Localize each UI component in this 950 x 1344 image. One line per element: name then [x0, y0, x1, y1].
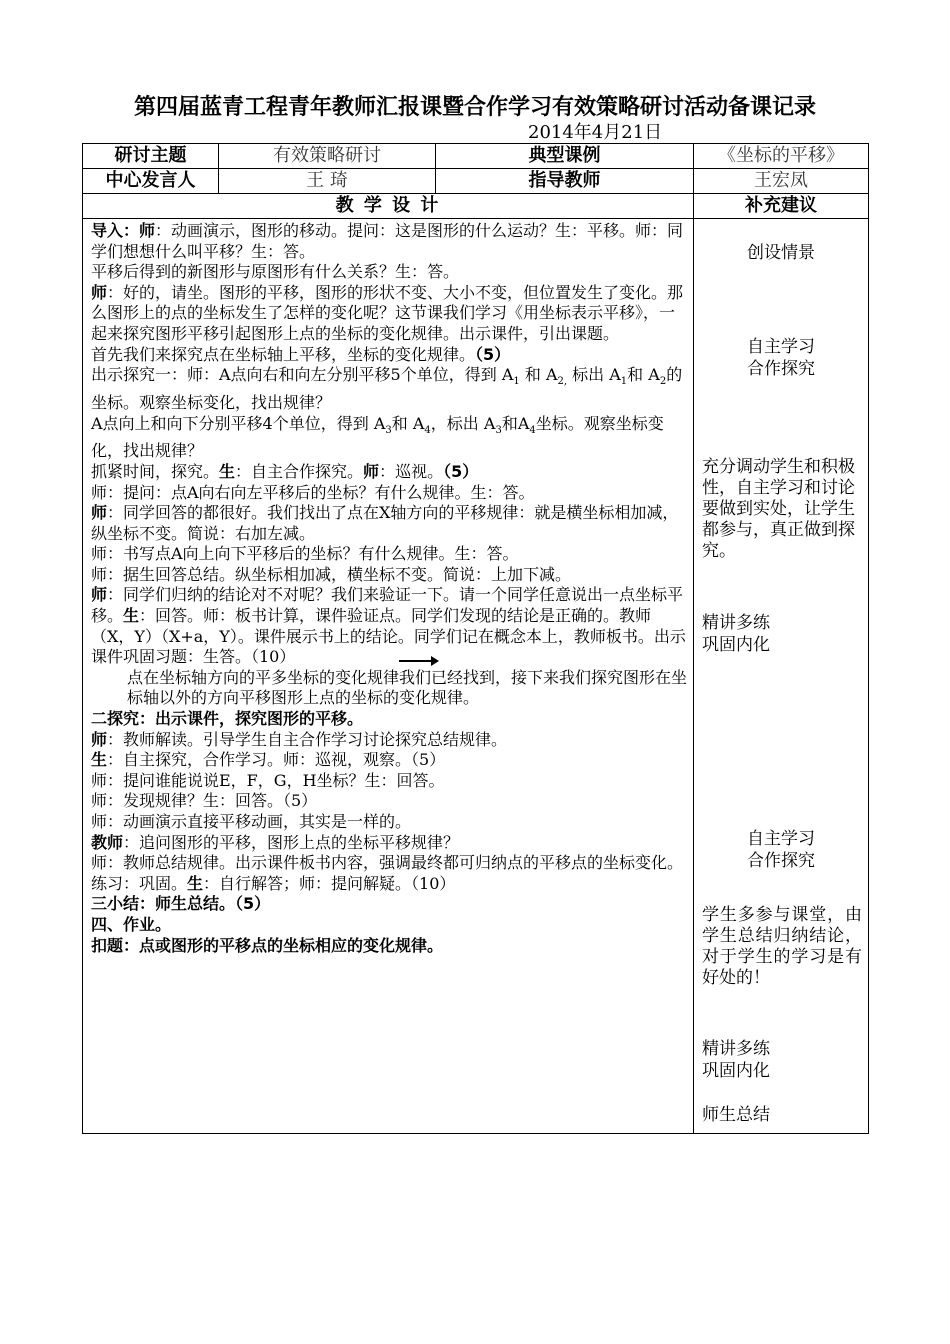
paragraph-summary-rule: 师：教师总结规律。出示课件板书内容，强调最终都可归纳点的平移点的坐标变化。	[91, 853, 684, 873]
teaching-design-content	[83, 219, 694, 1134]
info-row-topic	[83, 144, 869, 169]
section-explore-two: 二探究：出示课件，探究图形的平移。	[91, 709, 364, 729]
content-row	[83, 219, 869, 1134]
suggestion-column-header: 补充建议	[694, 194, 869, 219]
design-column-header: 教 学 设 计	[83, 194, 694, 219]
paragraph-teacher-1: 师：好的，请坐。图形的平移，图形的形状不变、大小不变，但位置发生了变化。那么图形上的点的坐标发生了怎样的变化呢？这节课我们学习《用坐标表示平移》，一起来探究图形平移引起图形上点的坐标的变化规律。出示课件，引出课题。	[91, 282, 684, 343]
suggestion-9: 学生多参与课堂，由学生总结归纳结论，对于学生的学习是有好处的！	[702, 905, 862, 988]
topic-label: 研讨主题	[83, 144, 219, 169]
lesson-record-table	[82, 143, 869, 1134]
mentor-value: 王宏凤	[694, 169, 869, 194]
paragraph-verify: 师：同学们归纳的结论对不对呢？我们来验证一下。请一个同学任意说出一点坐标平移。生：回答。师：板书计算，课件验证点。同学们发现的结论是正确的。教师（X，Y）（X+a，Y）。课件展示书上的结论。同学们记在概念本上，教师板书。出示课件巩固习题：生答。（10）	[91, 585, 686, 667]
paragraph-explore-time: 抓紧时间，探究。生：自主合作探究。师：巡视。（5）	[91, 461, 479, 481]
paragraph-follow-up: 教师：追问图形的平移，图形上点的坐标平移规律？	[91, 832, 460, 852]
suggestion-11: 巩固内化	[702, 1061, 770, 1081]
paragraph-rule-y: 师：据生回答总结。纵坐标相加减，横坐标不变。简说：上加下减。	[91, 564, 572, 584]
section-theme: 扣题：点或图形的平移点的坐标相应的变化规律。	[91, 935, 444, 955]
section-summary: 三小结：师生总结。（5）	[91, 894, 271, 914]
speaker-label: 中心发言人	[83, 169, 219, 194]
suggestions-content	[694, 219, 869, 1134]
paragraph-explore-axis: 首先我们来探究点在坐标轴上平移，坐标的变化规律。（5）	[91, 344, 511, 364]
suggestion-8: 合作探究	[747, 851, 815, 871]
suggestion-7: 自主学习	[747, 829, 815, 849]
lesson-label: 典型课例	[436, 144, 694, 169]
paragraph-question-ud: 师：书写点A向上向下平移后的坐标？有什么规律。生：答。	[91, 544, 519, 564]
document-title: 第四届蓝青工程青年教师汇报课暨合作学习有效策略研讨活动备课记录	[133, 95, 816, 120]
suggestion-5: 精讲多练	[702, 613, 770, 633]
suggestion-10: 精讲多练	[702, 1039, 770, 1059]
paragraph-relation: 平移后得到的新图形与原图形有什么关系？生：答。	[91, 262, 460, 282]
paragraph-intro: 导入：师：动画演示，图形的移动。提问：这是图形的什么运动？生：平移。师：同学们想想什么叫平移？生：答。	[91, 221, 684, 261]
suggestion-12: 师生总结	[702, 1105, 770, 1125]
paragraph-up-down: A点向上和向下分别平移4个单位，得到 $A_3$和 $A_4$，标出 $A_3$和$A_4$坐标。观察坐标变化，找出规律？	[91, 413, 664, 461]
suggestion-1: 创设情景	[747, 243, 815, 263]
paragraph-question-lr: 师：提问：点A向右向左平移后的坐标？有什么规律。生：答。	[91, 482, 535, 502]
suggestion-4: 充分调动学生和积极性，自主学习和讨论要做到实处，让学生都参与，真正做到探究。	[702, 457, 855, 561]
paragraph-find-rule: 师：发现规律？生：回答。（5）	[91, 791, 318, 811]
column-header-row	[83, 194, 869, 219]
mentor-label: 指导教师	[436, 169, 694, 194]
paragraph-teacher-guide: 师：教师解读。引导学生自主合作学习讨论探究总结规律。	[91, 729, 508, 749]
arrow-right-icon	[399, 660, 437, 662]
speaker-value: 王 琦	[219, 169, 436, 194]
paragraph-practice: 练习：巩固。生：自行解答；师：提问解疑。（10）	[91, 873, 456, 893]
document-date: 2014年4月21日	[528, 122, 663, 143]
paragraph-efgh: 师：提问谁能说说E，F，G，H坐标？生：回答。	[91, 770, 445, 790]
paragraph-animation: 师：动画演示直接平移动画，其实是一样的。	[91, 812, 412, 831]
section-homework: 四、作业。	[91, 914, 172, 934]
suggestion-2: 自主学习	[747, 337, 815, 357]
info-row-speaker	[83, 169, 869, 194]
lesson-value: 《坐标的平移》	[694, 144, 869, 169]
suggestion-6: 巩固内化	[702, 635, 770, 655]
topic-value: 有效策略研讨	[219, 144, 436, 169]
paragraph-transition: 点在坐标轴方向的平多坐标的变化规律我们已经找到，接下来我们探究图形在坐标轴以外的方向平移图形上点的坐标的变化规律。	[127, 667, 688, 708]
suggestion-3: 合作探究	[747, 359, 815, 379]
paragraph-rule-x: 师：同学回答的都很好。我们找出了点在X轴方向的平移规律：就是横坐标相加减，纵坐标不变。简说：右加左减。	[91, 503, 679, 543]
paragraph-student-explore: 生：自主探究，合作学习。师：巡视，观察。（5）	[91, 750, 446, 770]
paragraph-explore-one: 出示探究一：师：A点向右和向左分别平移5个单位，得到 $A_1$ 和 $A_{2,}$ 标出 $A_1$和 $A_2$的坐标。观察坐标变化，找出规律？	[91, 365, 683, 412]
